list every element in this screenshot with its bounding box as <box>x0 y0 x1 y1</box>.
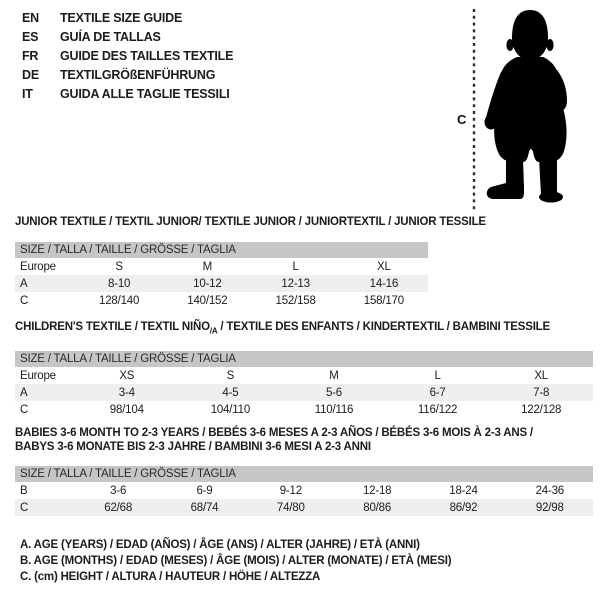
size-cell: S <box>226 369 235 382</box>
age-cell: 9-12 <box>279 484 302 497</box>
lang-code: DE <box>22 68 39 82</box>
toddler-silhouette-graphic <box>443 6 595 214</box>
row-label: C <box>20 403 29 416</box>
size-cell: M <box>329 369 339 382</box>
table-row-height <box>15 292 428 309</box>
row-label: B <box>20 484 28 497</box>
legend-height-cm: C. (cm) HEIGHT / ALTURA / HAUTEUR / HÖHE / ALTEZZA <box>20 571 321 583</box>
junior-table-title: JUNIOR TEXTILE / TEXTIL JUNIOR/ TEXTILE JUNIOR / JUNIORTEXTIL / JUNIOR TESSILE <box>15 216 486 228</box>
babies-table-title-line2: BABYS 3-6 MONATE BIS 2-3 JAHRE / BAMBINI 3-6 MESI A 2-3 ANNI <box>15 441 371 453</box>
height-cell: 80/86 <box>363 501 392 514</box>
size-cell: XL <box>534 369 548 382</box>
age-cell: 12-18 <box>362 484 392 497</box>
legend-age-months: B. AGE (MONTHS) / EDAD (MESES) / ÂGE (MOIS) / ALTER (MONATE) / ETÀ (MESI) <box>20 555 452 567</box>
table-row-age <box>15 275 428 292</box>
lang-code: EN <box>22 11 39 25</box>
age-cell: 7-8 <box>533 386 550 399</box>
size-header-band: SIZE / TALLA / TAILLE / GRÖSSE / TAGLIA <box>15 242 428 258</box>
row-label: C <box>20 294 29 307</box>
children-size-table <box>15 320 593 418</box>
height-cell: 104/110 <box>210 403 251 416</box>
lang-row-de <box>22 66 233 85</box>
lang-code: FR <box>22 49 39 63</box>
age-cell: 3-4 <box>118 386 135 399</box>
title-prefix: CHILDREN'S TEXTILE / TEXTIL NIÑO <box>15 321 210 333</box>
lang-row-fr <box>22 47 233 66</box>
age-cell: 10-12 <box>193 277 222 290</box>
toddler-silhouette <box>485 10 568 203</box>
lang-row-it <box>22 85 233 104</box>
junior-size-table <box>15 215 486 309</box>
row-label: C <box>20 501 29 514</box>
height-cell: 122/128 <box>521 403 562 416</box>
guide-title-en: TEXTILE SIZE GUIDE <box>60 11 183 25</box>
age-cell: 6-9 <box>196 484 213 497</box>
height-cell: 158/170 <box>363 294 404 307</box>
guide-title-es: GUÍA DE TALLAS <box>60 30 161 44</box>
size-header-band: SIZE / TALLA / TAILLE / GRÖSSE / TAGLIA <box>15 466 593 482</box>
lang-code: ES <box>22 30 39 44</box>
age-cell: 5-6 <box>325 386 342 399</box>
size-cell: L <box>292 260 299 273</box>
lang-row-es <box>22 28 233 47</box>
measurement-legend <box>20 537 451 585</box>
age-cell: 3-6 <box>110 484 127 497</box>
children-table-title <box>15 320 593 338</box>
title-suffix: / TEXTILE DES ENFANTS / KINDERTEXTIL / BAMBINI TESSILE <box>217 321 550 333</box>
height-label-c: C <box>457 112 467 127</box>
babies-size-table <box>15 426 593 516</box>
age-cell: 8-10 <box>108 277 131 290</box>
size-cell: M <box>202 260 213 273</box>
table-row-europe <box>15 258 428 275</box>
height-cell: 98/104 <box>109 403 144 416</box>
age-cell: 6-7 <box>429 386 446 399</box>
lang-row-en <box>22 9 233 28</box>
height-cell: 128/140 <box>99 294 140 307</box>
size-header-band: SIZE / TALLA / TAILLE / GRÖSSE / TAGLIA <box>15 351 593 367</box>
height-cell: 74/80 <box>276 501 305 514</box>
age-cell: 18-24 <box>449 484 478 497</box>
guide-title-fr: GUIDE DES TAILLES TEXTILE <box>60 49 234 63</box>
height-cell: 110/116 <box>314 403 354 416</box>
age-cell: 14-16 <box>369 277 399 290</box>
height-cell: 68/74 <box>190 501 219 514</box>
age-cell: 12-13 <box>281 277 310 290</box>
lang-code: IT <box>22 87 33 101</box>
guide-title-de: TEXTILGRÖßENFÜHRUNG <box>60 68 216 82</box>
table-row-europe <box>15 367 593 384</box>
language-title-block <box>22 9 233 104</box>
height-cell: 140/152 <box>187 294 228 307</box>
size-cell: XS <box>119 369 135 382</box>
height-cell: 92/98 <box>535 501 564 514</box>
height-cell: 116/122 <box>417 403 458 416</box>
height-cell: 86/92 <box>449 501 478 514</box>
size-cell: L <box>434 369 441 382</box>
babies-table-title-line1: BABIES 3-6 MONTH TO 2-3 YEARS / BEBÉS 3-6 MESES A 2-3 AÑOS / BÉBÉS 3-6 MOIS À 2-3 ANS / <box>15 427 533 439</box>
legend-age-years: A. AGE (YEARS) / EDAD (AÑOS) / ÂGE (ANS) / ALTER (JAHRE) / ETÀ (ANNI) <box>20 539 420 551</box>
row-label: A <box>20 277 28 290</box>
table-row-height <box>15 401 593 418</box>
row-label: Europe <box>20 369 56 382</box>
guide-title-it: GUIDA ALLE TAGLIE TESSILI <box>60 87 230 101</box>
age-cell: 4-5 <box>222 386 239 399</box>
size-cell: S <box>115 260 123 273</box>
table-row-height <box>15 499 593 516</box>
row-label: A <box>20 386 28 399</box>
height-cell: 152/158 <box>275 294 316 307</box>
size-cell: XL <box>377 260 391 273</box>
age-cell: 24-36 <box>535 484 565 497</box>
table-row-age <box>15 384 593 401</box>
row-label: Europe <box>20 260 56 273</box>
table-row-age-months <box>15 482 593 499</box>
title-subscript: /A <box>209 326 218 336</box>
height-cell: 62/68 <box>104 501 133 514</box>
height-measure-figure <box>443 6 595 214</box>
